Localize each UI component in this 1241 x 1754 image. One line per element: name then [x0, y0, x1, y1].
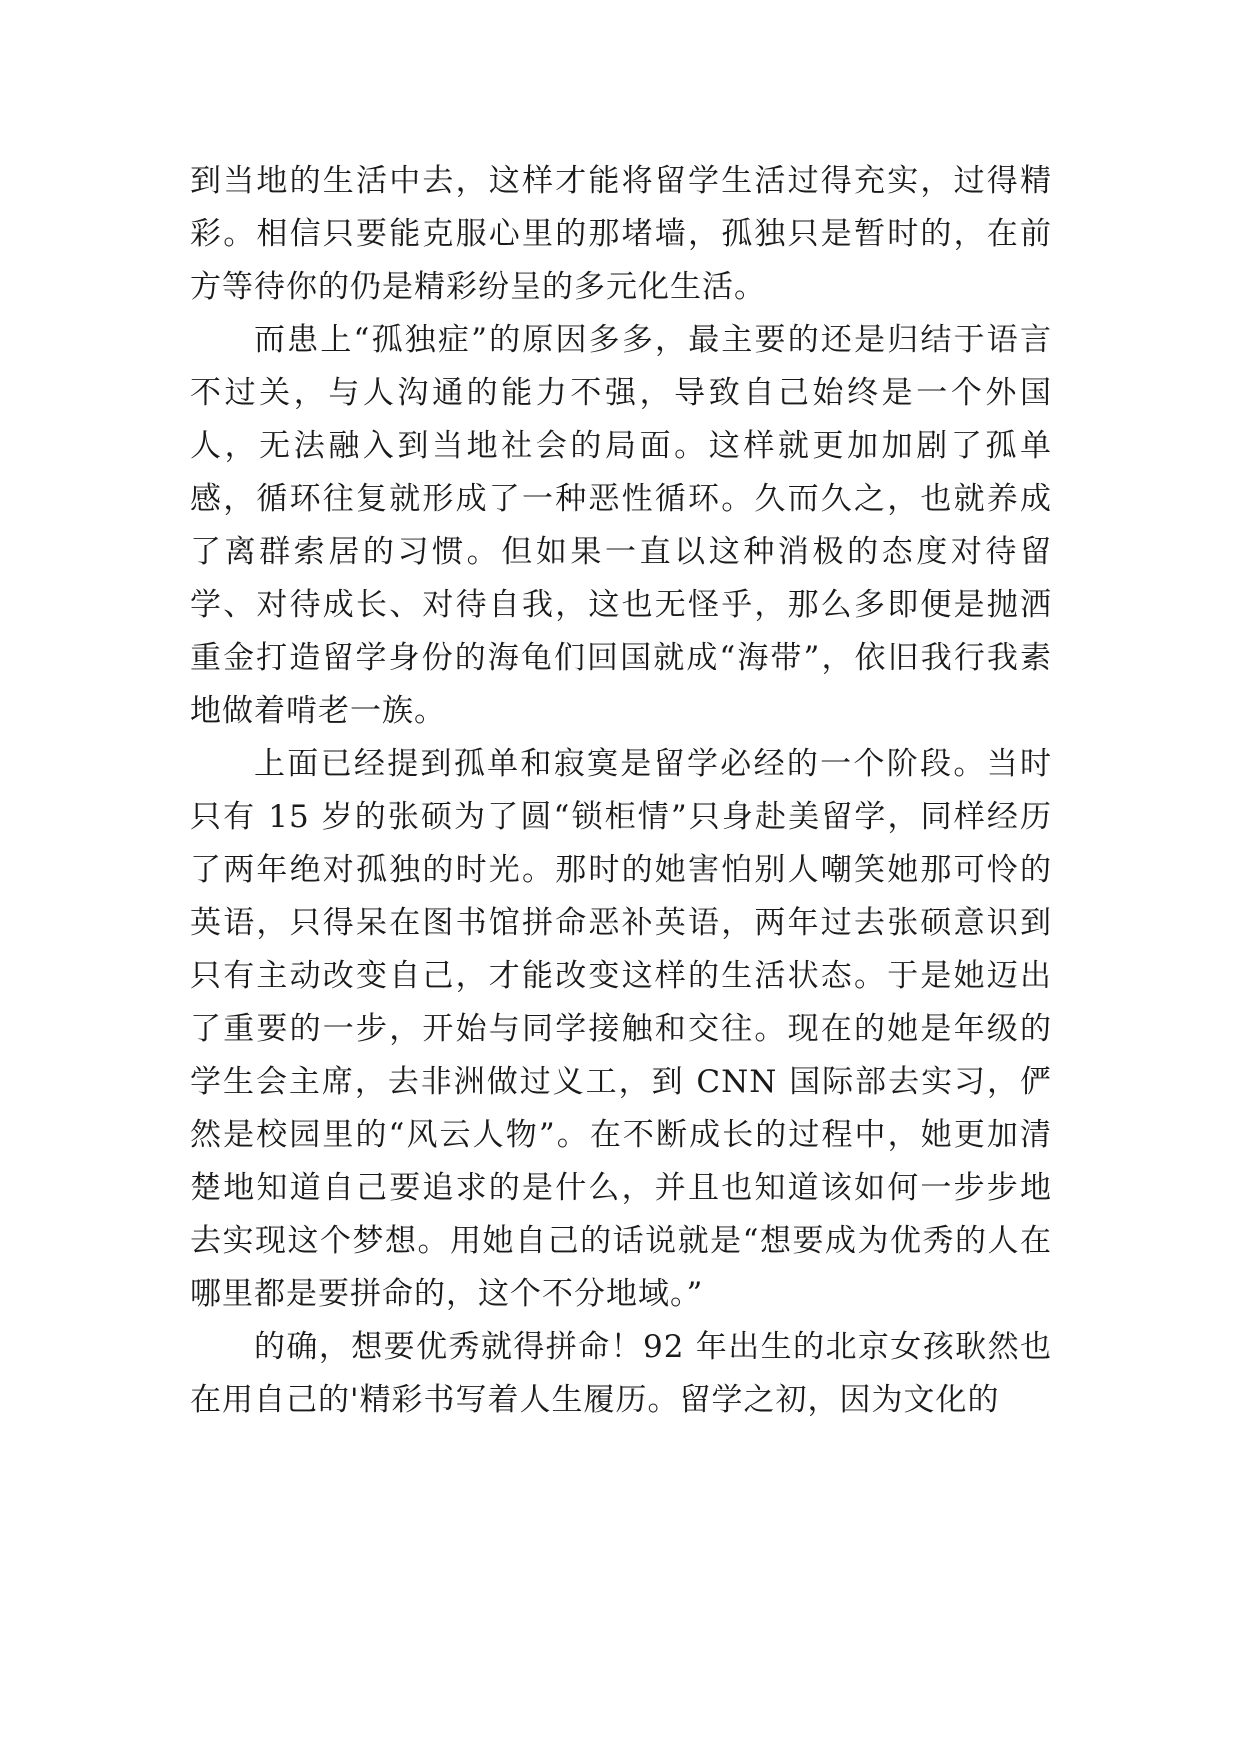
paragraph-4: 的确，想要优秀就得拼命！92 年出生的北京女孩耿然也在用自己的'精彩书写着人生履历。留学之初，因为文化的	[190, 1329, 1052, 1418]
paragraph-2: 而患上“孤独症”的原因多多，最主要的还是归结于语言不过关，与人沟通的能力不强，导致自己始终是一个外国人，无法融入到当地社会的局面。这样就更加加剧了孤单感，循环往复就形成了一种恶性循环。久而久之，也就养成了离群索居的习惯。但如果一直以这种消极的态度对待留学、对待成长、对待自我，这也无怪乎，那么多即便是抛洒重金打造留学身份的海龟们回国就成“海带”，依旧我行我素地做着啃老一族。	[190, 322, 1052, 729]
body-text	[190, 155, 1052, 1427]
paragraph-3: 上面已经提到孤单和寂寞是留学必经的一个阶段。当时只有 15 岁的张硕为了圆“锁柜情”只身赴美留学，同样经历了两年绝对孤独的时光。那时的她害怕别人嘲笑她那可怜的英语，只得呆在图书馆拼命恶补英语，两年过去张硕意识到只有主动改变自己，才能改变这样的生活状态。于是她迈出了重要的一步，开始与同学接触和交往。现在的她是年级的学生会主席，去非洲做过义工，到 CNN 国际部去实习，俨然是校园里的“风云人物”。在不断成长的过程中，她更加清楚地知道自己要追求的是什么，并且也知道该如何一步步地去实现这个梦想。用她自己的话说就是“想要成为优秀的人在哪里都是要拼命的，这个不分地域。”	[190, 746, 1052, 1312]
paragraph-1: 到当地的生活中去，这样才能将留学生活过得充实，过得精彩。相信只要能克服心里的那堵墙，孤独只是暂时的，在前方等待你的仍是精彩纷呈的多元化生活。	[190, 163, 1052, 305]
